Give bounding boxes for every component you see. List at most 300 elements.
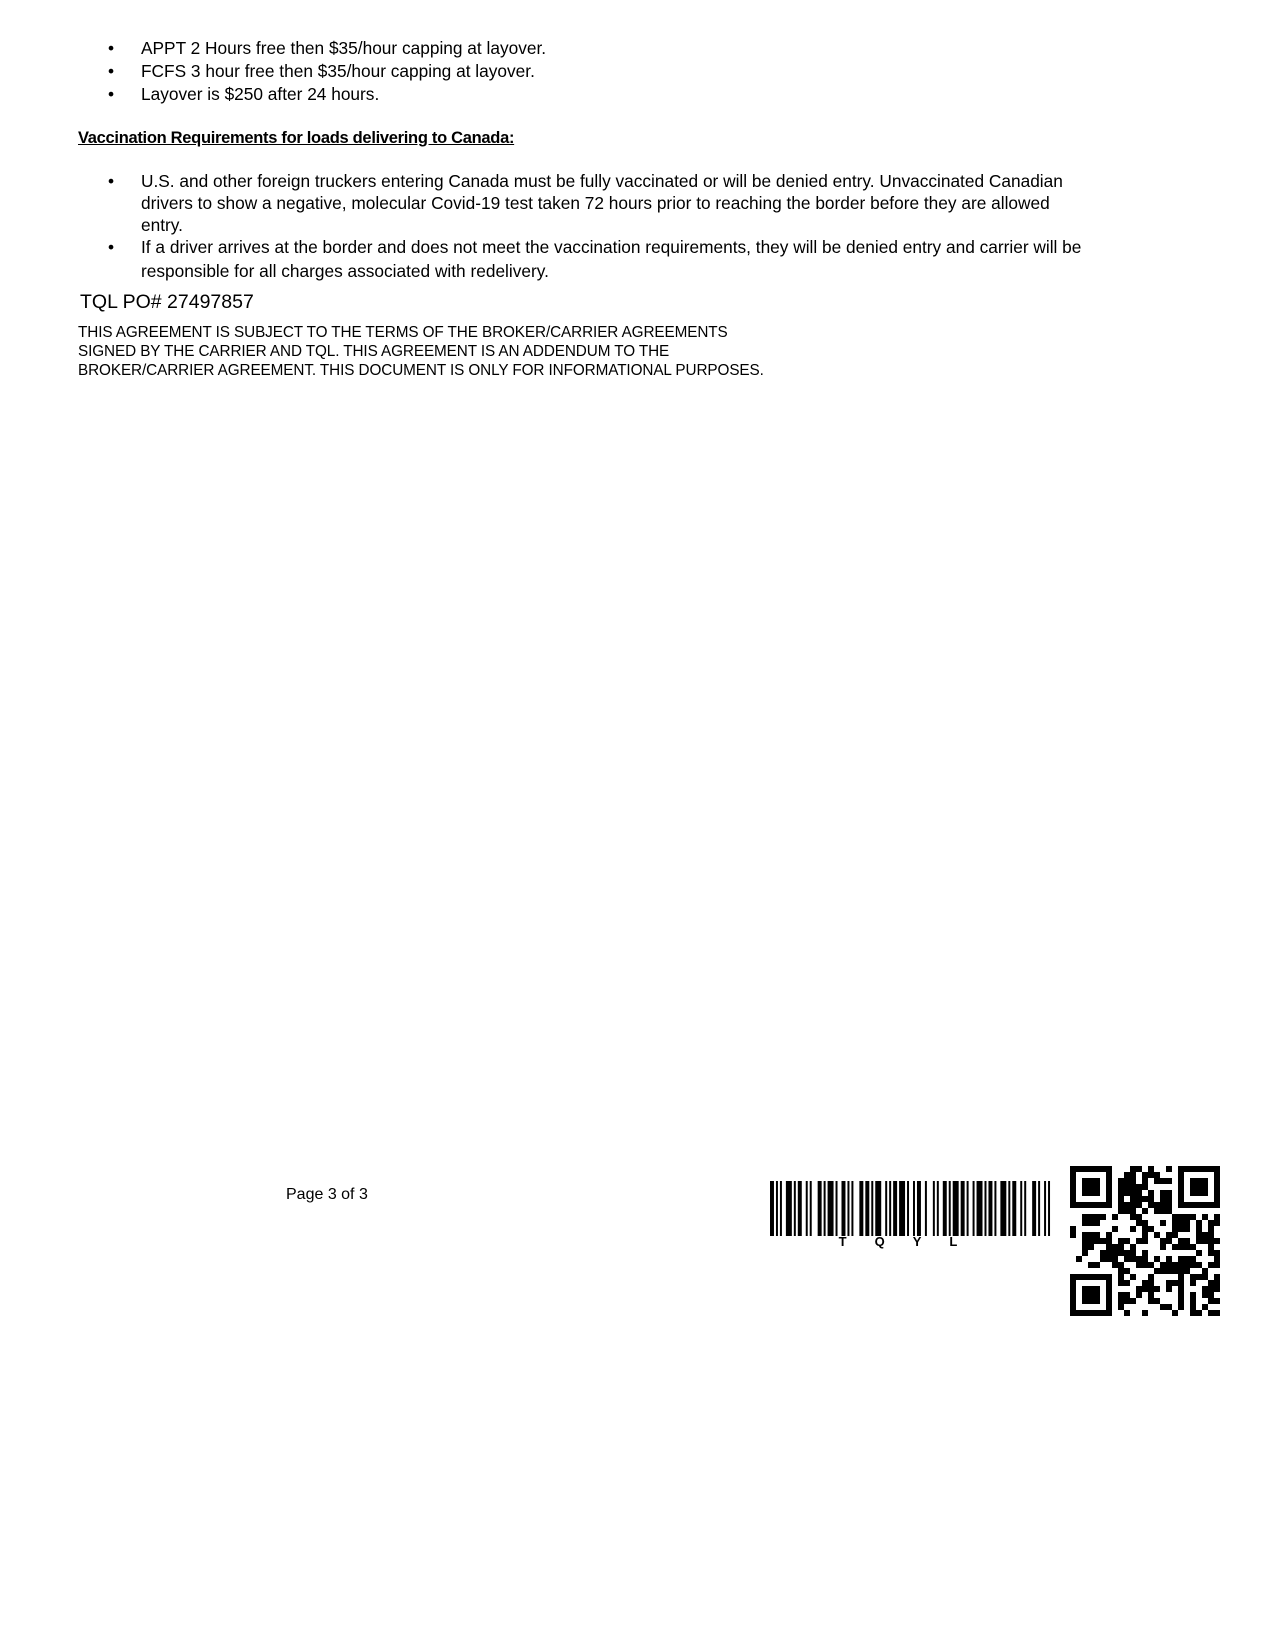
qr-module — [1208, 1262, 1214, 1268]
qr-module — [1106, 1286, 1112, 1292]
qr-module — [1214, 1166, 1220, 1172]
barcode-bar — [1032, 1181, 1036, 1236]
qr-module — [1124, 1202, 1130, 1208]
qr-module — [1184, 1244, 1190, 1250]
qr-module — [1142, 1256, 1148, 1262]
qr-module — [1196, 1226, 1202, 1232]
qr-module — [1178, 1256, 1184, 1262]
qr-module — [1214, 1298, 1220, 1304]
barcode-icon — [770, 1181, 1054, 1236]
qr-module — [1214, 1190, 1220, 1196]
qr-module — [1166, 1256, 1172, 1262]
qr-module — [1088, 1292, 1094, 1298]
qr-module — [1196, 1190, 1202, 1196]
qr-module — [1154, 1256, 1160, 1262]
qr-module — [1166, 1268, 1172, 1274]
qr-module — [1124, 1298, 1130, 1304]
rate-terms-list — [76, 37, 1076, 106]
qr-module — [1208, 1226, 1214, 1232]
list-item-text: Layover is $250 after 24 hours. — [141, 84, 380, 104]
qr-module — [1136, 1262, 1142, 1268]
qr-module — [1148, 1262, 1154, 1268]
qr-module — [1124, 1280, 1130, 1286]
qr-module — [1184, 1262, 1190, 1268]
qr-module — [1124, 1190, 1130, 1196]
qr-module — [1202, 1304, 1208, 1310]
qr-module — [1130, 1184, 1136, 1190]
qr-module — [1130, 1172, 1136, 1178]
barcode-bar — [913, 1181, 915, 1236]
qr-module — [1142, 1196, 1148, 1202]
qr-module — [1214, 1214, 1220, 1220]
list-item-text: FCFS 3 hour free then $35/hour capping at layover. — [141, 61, 535, 81]
bullet-icon: • — [108, 38, 115, 58]
barcode-bar — [1048, 1181, 1050, 1236]
qr-module — [1130, 1208, 1136, 1214]
qr-module — [1214, 1178, 1220, 1184]
qr-module — [1106, 1304, 1112, 1310]
qr-module — [1202, 1232, 1208, 1238]
qr-module — [1172, 1262, 1178, 1268]
qr-module — [1154, 1202, 1160, 1208]
qr-module — [1094, 1178, 1100, 1184]
qr-module — [1190, 1166, 1196, 1172]
qr-module — [1112, 1250, 1118, 1256]
qr-module — [1202, 1268, 1208, 1274]
qr-module — [1190, 1304, 1196, 1310]
barcode-bar — [806, 1181, 808, 1236]
qr-module — [1142, 1262, 1148, 1268]
qr-module — [1118, 1250, 1124, 1256]
qr-module — [1136, 1190, 1142, 1196]
qr-module — [1094, 1214, 1100, 1220]
qr-module — [1178, 1286, 1184, 1292]
qr-module — [1196, 1220, 1202, 1226]
qr-module — [1118, 1184, 1124, 1190]
qr-module — [1112, 1256, 1118, 1262]
qr-module — [1094, 1202, 1100, 1208]
barcode-bar — [967, 1181, 969, 1236]
qr-module — [1154, 1178, 1160, 1184]
qr-module — [1178, 1268, 1184, 1274]
qr-module — [1124, 1178, 1130, 1184]
qr-module — [1160, 1208, 1166, 1214]
qr-module — [1166, 1196, 1172, 1202]
qr-module — [1208, 1298, 1214, 1304]
qr-module — [1190, 1280, 1196, 1286]
qr-module — [1070, 1178, 1076, 1184]
qr-module — [1088, 1214, 1094, 1220]
qr-module — [1184, 1268, 1190, 1274]
qr-module — [1082, 1292, 1088, 1298]
qr-module — [1214, 1202, 1220, 1208]
qr-module — [1178, 1214, 1184, 1220]
qr-module — [1130, 1256, 1136, 1262]
qr-module — [1106, 1256, 1112, 1262]
qr-module — [1160, 1244, 1166, 1250]
qr-module — [1070, 1286, 1076, 1292]
qr-module — [1214, 1238, 1220, 1244]
qr-module — [1088, 1202, 1094, 1208]
qr-module — [1100, 1238, 1106, 1244]
qr-module — [1124, 1268, 1130, 1274]
qr-module — [1124, 1208, 1130, 1214]
qr-module — [1166, 1190, 1172, 1196]
qr-module — [1082, 1298, 1088, 1304]
qr-module — [1214, 1220, 1220, 1226]
qr-module — [1178, 1304, 1184, 1310]
qr-module — [1118, 1208, 1124, 1214]
qr-module — [1172, 1280, 1178, 1286]
qr-module — [1106, 1178, 1112, 1184]
qr-module — [1190, 1292, 1196, 1298]
qr-module — [1154, 1232, 1160, 1238]
qr-module — [1070, 1166, 1076, 1172]
qr-module — [1088, 1232, 1094, 1238]
qr-module — [1082, 1214, 1088, 1220]
qr-module — [1178, 1238, 1184, 1244]
qr-module — [1202, 1202, 1208, 1208]
qr-module — [1202, 1274, 1208, 1280]
barcode-bar — [973, 1181, 975, 1236]
barcode-bar — [865, 1181, 869, 1236]
qr-module — [1112, 1226, 1118, 1232]
bullet-icon: • — [108, 61, 115, 81]
qr-module — [1088, 1190, 1094, 1196]
qr-module — [1130, 1214, 1136, 1220]
qr-module — [1100, 1274, 1106, 1280]
barcode-bar — [1024, 1181, 1026, 1236]
barcode-bar — [949, 1181, 951, 1236]
barcode-bar — [770, 1181, 774, 1236]
qr-module — [1112, 1244, 1118, 1250]
qr-module — [1178, 1262, 1184, 1268]
qr-module — [1130, 1298, 1136, 1304]
qr-module — [1166, 1238, 1172, 1244]
qr-module — [1166, 1304, 1172, 1310]
qr-module — [1148, 1298, 1154, 1304]
qr-module — [1130, 1274, 1136, 1280]
qr-module — [1160, 1202, 1166, 1208]
list-item-text: U.S. and other foreign truckers entering Canada must be fully vaccinated or will be denied entry. Unvaccinated Canadian drivers to show a negative, molecular Covid-19 test taken 72 hours prior to reaching the border before they are allowed entry. — [141, 171, 1063, 235]
vaccination-requirements-list — [76, 170, 1086, 283]
qr-module — [1208, 1244, 1214, 1250]
qr-module — [1088, 1286, 1094, 1292]
qr-module — [1130, 1202, 1136, 1208]
qr-module — [1160, 1190, 1166, 1196]
qr-module — [1100, 1310, 1106, 1316]
qr-module — [1160, 1178, 1166, 1184]
qr-module — [1118, 1280, 1124, 1286]
qr-module — [1118, 1178, 1124, 1184]
qr-module — [1214, 1310, 1220, 1316]
qr-module — [1082, 1220, 1088, 1226]
qr-module — [1130, 1190, 1136, 1196]
qr-module — [1178, 1178, 1184, 1184]
qr-module — [1148, 1292, 1154, 1298]
qr-module — [1178, 1184, 1184, 1190]
qr-module — [1160, 1262, 1166, 1268]
qr-module — [1196, 1232, 1202, 1238]
qr-module — [1178, 1280, 1184, 1286]
qr-module — [1142, 1250, 1148, 1256]
qr-module — [1118, 1196, 1124, 1202]
qr-module — [1106, 1196, 1112, 1202]
barcode-bar — [824, 1181, 826, 1236]
vaccination-heading: Vaccination Requirements for loads delivering to Canada: — [78, 129, 515, 147]
qr-module — [1148, 1172, 1154, 1178]
qr-code-icon — [1070, 1166, 1220, 1316]
barcode-bar — [786, 1181, 792, 1236]
qr-module — [1154, 1208, 1160, 1214]
qr-module — [1088, 1244, 1094, 1250]
qr-module — [1196, 1202, 1202, 1208]
qr-module — [1196, 1274, 1202, 1280]
qr-module — [1118, 1304, 1124, 1310]
qr-module — [1148, 1190, 1154, 1196]
qr-module — [1106, 1280, 1112, 1286]
qr-module — [1082, 1232, 1088, 1238]
qr-module — [1172, 1310, 1178, 1316]
qr-module — [1154, 1268, 1160, 1274]
barcode-bar — [851, 1181, 853, 1236]
qr-module — [1196, 1250, 1202, 1256]
qr-module — [1136, 1214, 1142, 1220]
barcode-bar — [937, 1181, 939, 1236]
qr-module — [1076, 1202, 1082, 1208]
qr-module — [1208, 1220, 1214, 1226]
qr-module — [1208, 1292, 1214, 1298]
qr-module — [1190, 1274, 1196, 1280]
qr-module — [1082, 1166, 1088, 1172]
qr-module — [1118, 1268, 1124, 1274]
barcode-bar — [818, 1181, 822, 1236]
barcode-bar — [836, 1181, 838, 1236]
qr-module — [1070, 1310, 1076, 1316]
qr-module — [1136, 1220, 1142, 1226]
barcode-bar — [780, 1181, 782, 1236]
qr-module — [1118, 1190, 1124, 1196]
qr-module — [1106, 1202, 1112, 1208]
qr-module — [1208, 1238, 1214, 1244]
qr-module — [1202, 1292, 1208, 1298]
qr-module — [1100, 1214, 1106, 1220]
qr-module — [1190, 1202, 1196, 1208]
qr-module — [1124, 1238, 1130, 1244]
qr-module — [1094, 1232, 1100, 1238]
qr-module — [1178, 1292, 1184, 1298]
qr-module — [1094, 1262, 1100, 1268]
qr-module — [1094, 1292, 1100, 1298]
qr-module — [1082, 1178, 1088, 1184]
qr-module — [1094, 1274, 1100, 1280]
barcode-bar — [871, 1181, 873, 1236]
qr-module — [1130, 1178, 1136, 1184]
qr-module — [1088, 1298, 1094, 1304]
qr-module — [1202, 1286, 1208, 1292]
qr-module — [1178, 1220, 1184, 1226]
qr-module — [1154, 1286, 1160, 1292]
barcode-bar — [977, 1181, 983, 1236]
barcode-bar — [875, 1181, 881, 1236]
qr-module — [1142, 1184, 1148, 1190]
qr-module — [1160, 1304, 1166, 1310]
qr-module — [1160, 1238, 1166, 1244]
qr-module — [1166, 1166, 1172, 1172]
qr-module — [1142, 1238, 1148, 1244]
barcode-bar — [961, 1181, 965, 1236]
qr-module — [1076, 1256, 1082, 1262]
qr-module — [1208, 1232, 1214, 1238]
qr-module — [1166, 1202, 1172, 1208]
qr-module — [1160, 1268, 1166, 1274]
agreement-disclaimer: THIS AGREEMENT IS SUBJECT TO THE TERMS OF THE BROKER/CARRIER AGREEMENTS SIGNED BY THE CARRIER AND TQL. THIS AGREEMENT IS AN ADDENDUM TO THE BROKER/CARRIER AGREEMENT. THIS DOCUMENT IS ONLY FOR INFORMATIONAL PURPOSES. — [78, 324, 764, 379]
qr-module — [1106, 1232, 1112, 1238]
qr-module — [1178, 1166, 1184, 1172]
bullet-icon: • — [108, 237, 115, 257]
qr-module — [1130, 1226, 1136, 1232]
qr-module — [1214, 1286, 1220, 1292]
qr-module — [1154, 1172, 1160, 1178]
qr-module — [1190, 1190, 1196, 1196]
qr-module — [1184, 1256, 1190, 1262]
qr-module — [1148, 1280, 1154, 1286]
qr-module — [1082, 1250, 1088, 1256]
qr-module — [1202, 1184, 1208, 1190]
qr-module — [1214, 1262, 1220, 1268]
qr-module — [1214, 1250, 1220, 1256]
qr-module — [1094, 1298, 1100, 1304]
qr-module — [1094, 1184, 1100, 1190]
qr-module — [1094, 1238, 1100, 1244]
qr-module — [1088, 1310, 1094, 1316]
qr-module — [1130, 1196, 1136, 1202]
qr-module — [1070, 1232, 1076, 1238]
qr-module — [1208, 1286, 1214, 1292]
qr-module — [1172, 1268, 1178, 1274]
qr-module — [1118, 1274, 1124, 1280]
qr-module — [1124, 1292, 1130, 1298]
qr-module — [1124, 1310, 1130, 1316]
qr-module — [1094, 1220, 1100, 1226]
qr-module — [1178, 1298, 1184, 1304]
qr-module — [1166, 1208, 1172, 1214]
barcode-bar — [885, 1181, 887, 1236]
qr-module — [1100, 1166, 1106, 1172]
qr-module — [1136, 1286, 1142, 1292]
qr-module — [1094, 1166, 1100, 1172]
qr-module — [1196, 1310, 1202, 1316]
qr-module — [1184, 1220, 1190, 1226]
qr-module — [1082, 1310, 1088, 1316]
qr-module — [1214, 1172, 1220, 1178]
qr-module — [1190, 1244, 1196, 1250]
qr-module — [1136, 1196, 1142, 1202]
qr-module — [1124, 1184, 1130, 1190]
qr-module — [1124, 1256, 1130, 1262]
barcode-bar — [988, 1181, 992, 1236]
barcode-bar — [1012, 1181, 1016, 1236]
qr-module — [1178, 1244, 1184, 1250]
qr-module — [1136, 1238, 1142, 1244]
qr-module — [1106, 1166, 1112, 1172]
qr-module — [1136, 1202, 1142, 1208]
qr-module — [1172, 1214, 1178, 1220]
qr-module — [1118, 1298, 1124, 1304]
barcode-bar — [907, 1181, 909, 1236]
qr-module — [1190, 1184, 1196, 1190]
barcode-bar — [994, 1181, 996, 1236]
qr-module — [1082, 1244, 1088, 1250]
qr-module — [1190, 1256, 1196, 1262]
qr-module — [1094, 1190, 1100, 1196]
qr-module — [1076, 1166, 1082, 1172]
qr-module — [1142, 1172, 1148, 1178]
barcode-bar — [984, 1181, 986, 1236]
qr-module — [1142, 1208, 1148, 1214]
qr-module — [1202, 1166, 1208, 1172]
qr-module — [1202, 1214, 1208, 1220]
barcode-bar — [776, 1181, 778, 1236]
page-indicator: Page 3 of 3 — [286, 1186, 368, 1203]
qr-module — [1166, 1262, 1172, 1268]
qr-module — [1178, 1226, 1184, 1232]
qr-module — [1070, 1184, 1076, 1190]
qr-module — [1160, 1220, 1166, 1226]
qr-module — [1070, 1304, 1076, 1310]
qr-module — [1208, 1280, 1214, 1286]
qr-module — [1166, 1286, 1172, 1292]
qr-module — [1076, 1274, 1082, 1280]
qr-module — [1202, 1178, 1208, 1184]
qr-module — [1130, 1244, 1136, 1250]
qr-module — [1082, 1202, 1088, 1208]
qr-module — [1154, 1298, 1160, 1304]
qr-module — [1100, 1256, 1106, 1262]
qr-module — [1070, 1172, 1076, 1178]
qr-module — [1196, 1184, 1202, 1190]
qr-module — [1190, 1310, 1196, 1316]
qr-module — [1142, 1220, 1148, 1226]
qr-module — [1106, 1250, 1112, 1256]
qr-module — [1142, 1232, 1148, 1238]
bullet-icon: • — [108, 171, 115, 191]
qr-module — [1106, 1310, 1112, 1316]
list-item-text: If a driver arrives at the border and does not meet the vaccination requirements, they will be denied entry and carrier will be responsible for all charges associated with redelivery. — [141, 237, 1082, 281]
barcode-bar — [1044, 1181, 1046, 1236]
qr-module — [1118, 1238, 1124, 1244]
list-item — [76, 235, 1086, 283]
qr-module — [1088, 1178, 1094, 1184]
qr-module — [1184, 1214, 1190, 1220]
barcode-bar — [841, 1181, 845, 1236]
barcode-bar — [859, 1181, 863, 1236]
qr-module — [1070, 1280, 1076, 1286]
qr-module — [1214, 1280, 1220, 1286]
qr-module — [1118, 1202, 1124, 1208]
qr-module — [1100, 1202, 1106, 1208]
qr-module — [1184, 1202, 1190, 1208]
qr-module — [1124, 1250, 1130, 1256]
barcode-label — [770, 1232, 1054, 1252]
qr-module — [1208, 1166, 1214, 1172]
qr-module — [1148, 1286, 1154, 1292]
list-item — [76, 37, 1076, 60]
qr-module — [1202, 1190, 1208, 1196]
barcode-bar — [1000, 1181, 1006, 1236]
qr-module — [1130, 1166, 1136, 1172]
qr-module — [1124, 1172, 1130, 1178]
